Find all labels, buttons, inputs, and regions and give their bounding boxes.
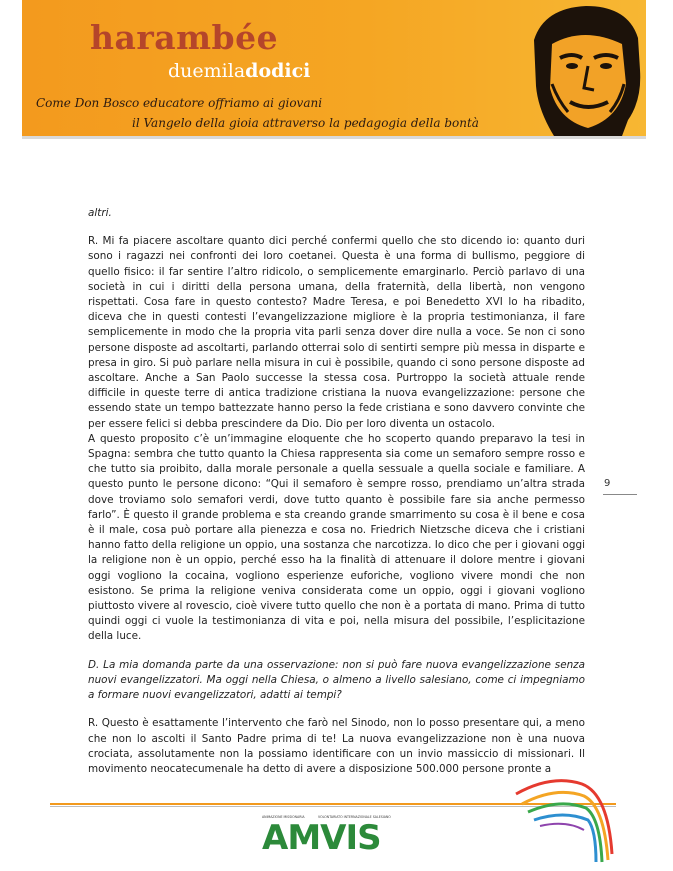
magazine-subtitle bbox=[168, 60, 310, 82]
header-divider bbox=[22, 136, 646, 139]
motto-line-1: Come Don Bosco educatore offriamo ai giovani bbox=[36, 96, 323, 110]
answer-paragraph: R. Mi fa piacere ascoltare quanto dici perché confermi quello che sto dicendo io: quanto duri sono i ragazzi nei confronti dei loro coetanei. Questa è una forma di bullismo, peggiore di quello fisico: il far sentire l’altro ridicolo, o semplicemente emarginarlo. Perciò parlavo di una società in cui i diritti della persona umana, della fraternità, della libertà, non vengono rispettati. Cosa fare in questo contesto? Madre Teresa, e poi Benedetto XVI lo ha ribadito, diceva che in questi contesti l’evangelizzazione migliore è la propria testimonianza, il fare semplicemente in modo che la propria vita parli senza dover dire nulla a voce. Se non ci sono persone disposte ad ascoltarti, parlando otterrai solo di sentirti sempre più messa in disparte e presa in giro. Si può parlare nella misura in cui è possibile, quando ci sono persone disposte ad ascoltare. Anche a San Paolo successe la stessa cosa. Purtroppo la società attuale rende difficile in queste terre di antica tradizione cristiana la nuova evangelizzazione: persone che essendo state un tempo battezzate hanno perso la fede cristiana e sono davvero convinte che per essere felici si debba prescindere da Dio. Dio per loro diventa un ostacolo. bbox=[88, 235, 585, 430]
magazine-title: harambée bbox=[90, 18, 279, 57]
answer-paragraph: R. Questo è esattamente l’intervento che farò nel Sinodo, non lo posso presentare qui, a meno che non lo ascolti il Santo Padre prima di te! La nuova evangelizzazione non è una nuova crociata, assolutamente non la possiamo identificare con un invio massiccio di missionari. Il movimento neocatecumenale ha detto di avere a disposizione 500.000 persone pronte a bbox=[88, 717, 585, 775]
footer-small-right: VOLONTARIATO INTERNAZIONALE SALESIANO bbox=[318, 815, 391, 819]
subtitle-bold: dodici bbox=[245, 60, 311, 82]
amvis-logo: AMVIS bbox=[262, 818, 381, 858]
question-paragraph: D. La mia domanda parte da una osservazione: non si può fare nuova evangelizzazione senza nuovi evangelizzatori. Ma oggi nella Chiesa, o almeno a livello salesiano, come ci impegniamo a formare nuovi evangelizzatori, adatti ai tempi? bbox=[88, 658, 585, 702]
page-number: 9 bbox=[604, 478, 611, 489]
subtitle-light: duemila bbox=[168, 60, 246, 82]
answer-paragraph: A questo proposito c’è un’immagine eloquente che ho scoperto quando preparavo la tesi in Spagna: sembra che tutto quanto la Chiesa rappresenta sia come un semaforo sempre rosso e che tutto sia proibito, dalla morale personale a quella sessuale a quella sociale e familiare. A questo punto le persone dicono: “Qui il semaforo è sempre rosso, prendiamo un’altra strada dove troviamo solo semafori verdi, dove tutto quanto è possibile fare sia anche permesso farlo”. È questo il grande problema e sta creando grande smarrimento su cosa è il bene e cosa è il male, cosa può portare alla pienezza e cosa no. Friedrich Nietzsche diceva che i cristiani hanno fatto della religione un oppio, una sostanza che narcotizza. Io dico che per i giovani oggi la religione non è un oppio, perché esso ha la finalità di attenuare il dolore mentre i giovani oggi vogliono la cocaina, vogliono esperienze euforiche, vogliono vivere mondi che non esistono. Se prima la religione veniva considerata come un oppio, oggi i giovani vogliono piuttosto vivere al rovescio, cioè vivere tutto quello che non è a portata di mano. Prima di tutto quindi oggi ci vuole la testimonianza di vita e poi, nella misura del possibile, l’esplicitazione della luce. bbox=[88, 432, 585, 643]
don-bosco-portrait-icon bbox=[524, 0, 646, 136]
article-body bbox=[88, 206, 585, 777]
footer-small-left: ANIMAZIONE MISSIONARIA bbox=[262, 815, 305, 819]
page-number-rule bbox=[603, 494, 637, 495]
decorative-swirl-icon bbox=[512, 764, 622, 864]
motto-line-2: il Vangelo della gioia attraverso la pedagogia della bontà bbox=[132, 116, 479, 130]
paragraph-fragment: altri. bbox=[88, 207, 112, 219]
